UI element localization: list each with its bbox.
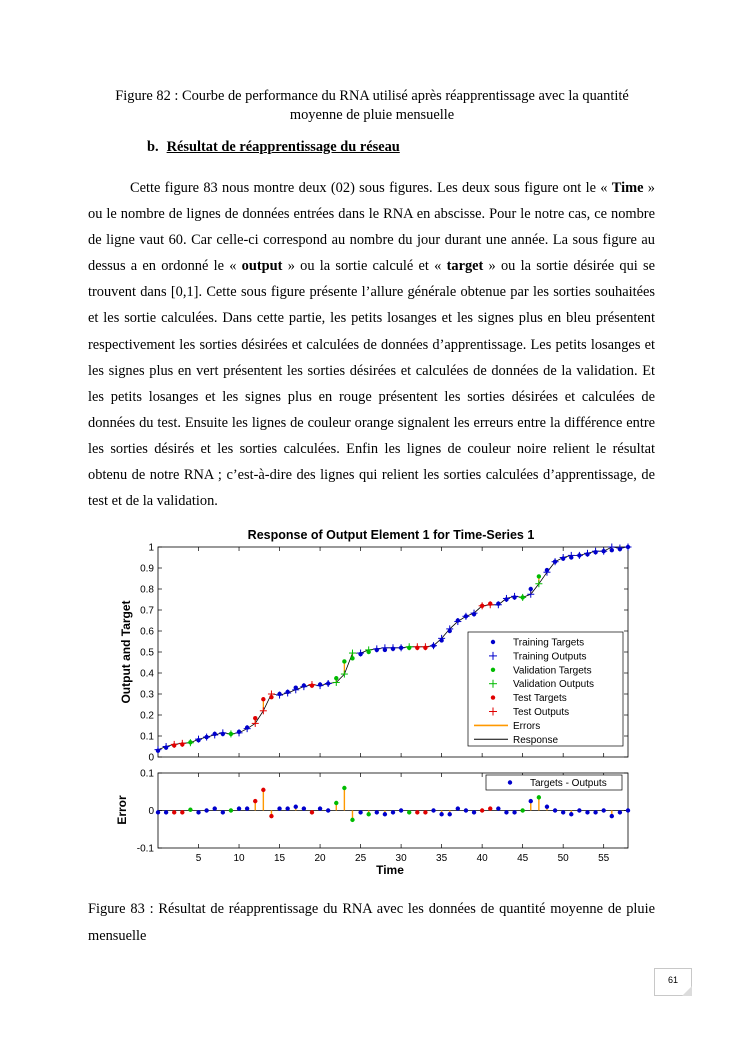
target-dot [196,738,200,742]
error-dot [545,805,549,809]
error-dot [391,810,395,814]
error-dot [512,810,516,814]
error-dot [423,810,427,814]
legend-dot-marker [491,640,495,644]
target-dot [366,650,370,654]
error-dot [294,805,298,809]
x-tick-label: 40 [476,853,488,864]
x-tick-label: 30 [395,853,407,864]
error-dot [326,808,330,812]
error-dot [310,810,314,814]
bold-term: output [241,258,283,275]
error-dot [302,806,306,810]
target-dot [553,560,557,564]
x-tick-label: 5 [195,853,202,864]
target-dot [188,740,192,744]
error-legend-dot [508,780,512,784]
error-dot [504,810,508,814]
section-heading [147,139,400,156]
error-dot [488,806,492,810]
target-dot [285,690,289,694]
error-dot [610,814,614,818]
figure-83-plot [110,524,634,884]
legend-label: Test Outputs [513,707,570,718]
target-dot [342,659,346,663]
target-dot [520,595,524,599]
figure-83 [110,524,634,884]
error-dot [448,812,452,816]
top-y-tick-label: 0 [148,752,154,764]
top-y-tick-label: 1 [148,542,154,554]
target-dot [601,549,605,553]
section-title: Résultat de réapprentissage du réseau [166,139,400,155]
target-dot [504,597,508,601]
error-dot [399,808,403,812]
target-dot [269,695,273,699]
paragraph-text: » ou le nombre de lignes de données entrées dans le RNA en abscisse. Pour le notre cas, ce nombre de ligne vaut 60. Car celle-ci correspond au nombre du jour durant une année. La sous figure au dessus a en ordonné le « [88,180,656,275]
error-dot [415,810,419,814]
page-number-text: 61 [667,975,678,985]
error-dot [156,810,160,814]
error-dot [229,808,233,812]
error-dot [496,806,500,810]
target-dot [383,648,387,652]
top-y-tick-label: 0.5 [140,647,154,659]
target-dot [626,545,630,549]
x-tick-label: 10 [233,853,245,864]
error-dot [253,799,257,803]
target-dot [294,686,298,690]
error-dot [439,812,443,816]
target-dot [448,629,452,633]
error-dot [350,818,354,822]
target-dot [407,646,411,650]
error-dot [529,799,533,803]
target-dot [334,676,338,680]
legend-label: Validation Targets [513,665,592,677]
error-dot [601,808,605,812]
target-dot [245,725,249,729]
x-axis-label: Time [376,863,404,877]
target-dot [593,550,597,554]
top-y-tick-label: 0.1 [140,731,154,743]
target-dot [415,646,419,650]
figure-83-caption: Figure 83 : Résultat de réapprentissage du RNA avec les données de quantité moyenne de pluie mensuelle [88,901,655,944]
target-dot [229,732,233,736]
error-dot [520,808,524,812]
top-y-tick-label: 0.8 [140,584,154,596]
figure-82-caption: Figure 82 : Courbe de performance du RNA utilisé après réapprentissage avec la quantité moyenne de pluie mensuelle [115,88,629,123]
legend-dot-marker [491,695,495,699]
error-dot [407,810,411,814]
error-dot [188,808,192,812]
x-tick-label: 55 [598,853,610,864]
error-dot [464,808,468,812]
paragraph-text: Cette figure 83 nous montre deux (02) sous figures. Les deux sous figure ont le « [130,180,612,196]
target-dot [261,697,265,701]
error-dot [269,814,273,818]
legend-label: Validation Outputs [513,679,594,691]
error-dot [577,808,581,812]
error-dot [261,788,265,792]
error-dot [553,808,557,812]
target-dot [480,604,484,608]
legend-dot-marker [491,668,495,672]
target-dot [431,644,435,648]
target-dot [391,647,395,651]
error-dot [375,810,379,814]
x-tick-label: 25 [355,853,367,864]
x-tick-label: 20 [314,853,326,864]
bold-term: target [446,258,484,275]
error-dot [431,808,435,812]
error-dot [221,810,225,814]
target-dot [464,614,468,618]
top-legend [468,632,623,746]
error-dot [537,795,541,799]
target-dot [472,612,476,616]
target-dot [350,656,354,660]
page-number [654,968,692,996]
bottom-y-tick-label: -0.1 [136,843,154,855]
paragraph-text: » ou la sortie désirée qui se trouvent dans [0,1]. Cette sous figure présente l’allure générale obtenue par les sorties souhaitées et les sortie calculées. Dans cette partie, les petits losanges et les signes plus en bleu présentent respectivement les sorties désirées et calculées de données d’apprentissage. Les petits losanges et les signes plus en vert présentent les sorties désirées et calculées de données de la validation. Et les petits losanges et les signes plus en rouge présentent les sorties désirées et calculées de données du test. Ensuite les lignes de couleur orange signalent les erreurs entre la différence entre les sorties désirés et les sorties calculées. Enfin les lignes de couleur noire relient le résultat obtenu de notre RNA ; c’est-à-dire des lignes qui relient les sorties calculées d’apprentissage, de test et de la validation. [88,258,656,510]
x-tick-label: 15 [273,853,286,864]
target-dot [618,547,622,551]
error-dot [172,810,176,814]
top-y-tick-label: 0.4 [140,668,154,680]
error-dot [456,806,460,810]
legend-label: Training Outputs [513,651,587,663]
error-dot [383,812,387,816]
body-paragraph [88,175,655,514]
error-dot [180,810,184,814]
target-dot [561,556,565,560]
error-dot [196,810,200,814]
target-dot [545,568,549,572]
target-dot [221,732,225,736]
target-dot [529,587,533,591]
target-dot [213,732,217,736]
target-dot [302,683,306,687]
target-dot [610,548,614,552]
error-dot [334,801,338,805]
bottom-legend [486,775,622,790]
target-dot [164,745,168,749]
top-y-tick-label: 0.6 [140,626,154,638]
target-dot [399,646,403,650]
target-dot [577,553,581,557]
target-dot [585,552,589,556]
error-dot [342,786,346,790]
error-dot [277,806,281,810]
target-dot [496,602,500,606]
error-legend-label: Targets - Outputs [530,778,607,789]
target-dot [204,735,208,739]
target-dot [512,595,516,599]
target-dot [277,692,281,696]
bottom-y-axis-label: Error [115,795,129,825]
error-dot [480,808,484,812]
target-dot [318,682,322,686]
error-dot [285,806,289,810]
target-dot [537,574,541,578]
error-dot [366,812,370,816]
target-dot [488,602,492,606]
bottom-y-tick-label: 0 [148,806,154,817]
error-dot [213,806,217,810]
error-dot [585,810,589,814]
target-dot [569,555,573,559]
target-dot [310,683,314,687]
legend-label: Test Targets [513,693,567,705]
error-dot [593,810,597,814]
error-dot [569,812,573,816]
target-dot [456,618,460,622]
target-dot [172,743,176,747]
bottom-y-tick-label: 0.1 [140,768,154,780]
top-y-tick-label: 0.3 [140,689,154,701]
error-dot [164,810,168,814]
error-dot [245,806,249,810]
target-dot [375,648,379,652]
top-y-tick-label: 0.9 [140,563,154,575]
target-dot [326,681,330,685]
legend-label: Errors [513,720,541,732]
top-y-tick-label: 0.7 [140,605,154,617]
error-dot [618,810,622,814]
x-tick-label: 50 [557,853,569,864]
target-dot [237,730,241,734]
target-dot [358,652,362,656]
target-dot [156,749,160,753]
target-dot [439,638,443,642]
error-dot [318,806,322,810]
error-dot [204,808,208,812]
error-dot [237,806,241,810]
page-fold-decoration [682,986,692,996]
target-dot [180,742,184,746]
bold-term: Time [611,180,644,196]
section-number: b. [147,139,159,155]
legend-label: Training Targets [513,637,585,649]
x-tick-label: 35 [436,853,448,864]
error-dot [561,810,565,814]
error-dot [626,808,630,812]
target-dot [253,716,257,720]
chart-title: Response of Output Element 1 for Time-Series 1 [247,528,535,542]
paragraph-text: » ou la sortie calculé et « [282,258,447,275]
error-dot [358,810,362,814]
top-y-tick-label: 0.2 [140,710,154,722]
x-tick-label: 45 [517,853,529,864]
legend-label: Response [513,734,559,746]
target-dot [423,646,427,650]
top-y-axis-label: Output and Target [119,600,133,704]
error-dot [472,810,476,814]
